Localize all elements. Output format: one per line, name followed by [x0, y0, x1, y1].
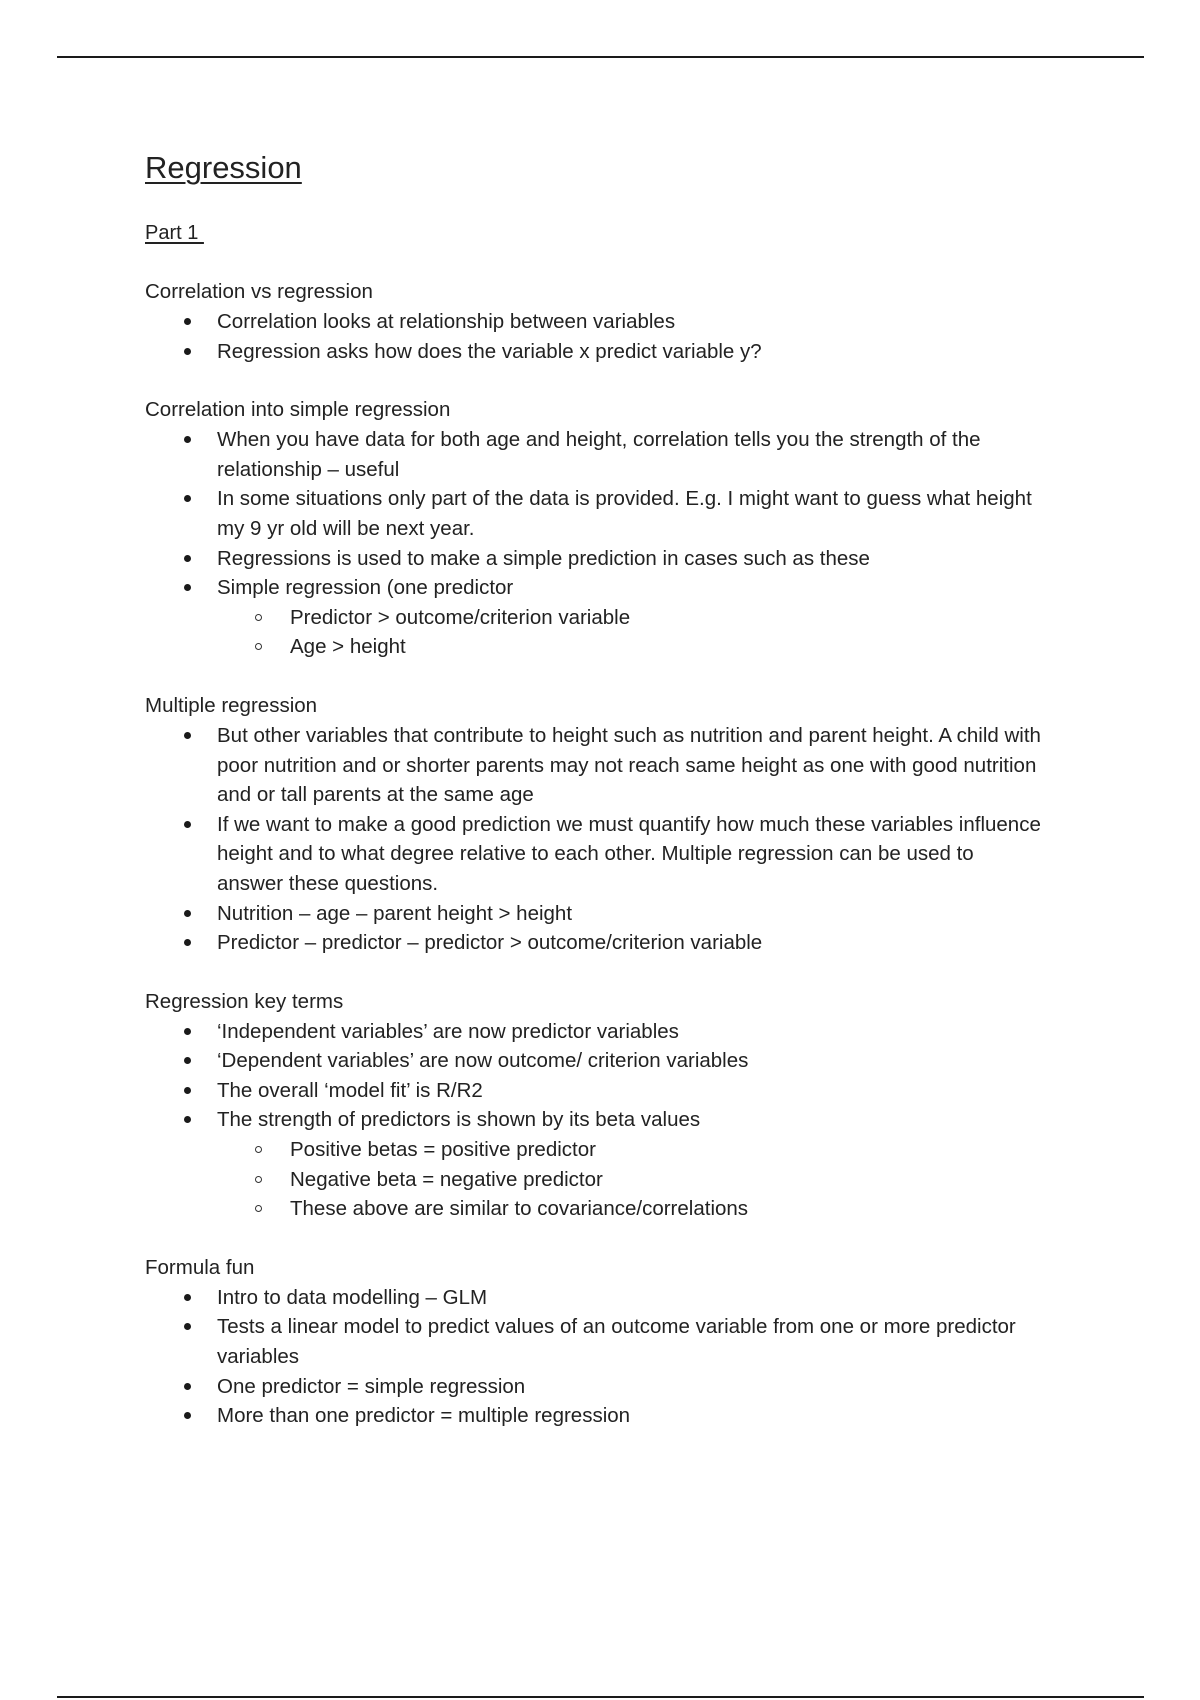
- list-item-text: Nutrition – age – parent height > height: [217, 901, 573, 925]
- list-item-text: ‘Dependent variables’ are now outcome/ criterion variables: [217, 1049, 749, 1073]
- circle-bullet-icon: [255, 614, 262, 621]
- bullet-icon: [184, 1383, 191, 1390]
- list-item-text: If we want to make a good prediction we must quantify how much these variables influence height and to what degree relative to each other. Multiple regression can be used to answer these questions.: [217, 812, 1041, 895]
- list-item: [145, 573, 1045, 603]
- sub-list-item: [145, 1165, 1045, 1195]
- circle-bullet-icon: [255, 643, 262, 650]
- bullet-icon: [184, 910, 191, 917]
- sub-list-item-text: These above are similar to covariance/correlations: [290, 1197, 749, 1221]
- section-heading: Correlation into simple regression: [145, 398, 451, 422]
- sub-bullet-list: [145, 1135, 1045, 1224]
- document-body: [145, 146, 1045, 1431]
- list-item-text: The strength of predictors is shown by its beta values: [217, 1108, 701, 1132]
- list-item: [145, 810, 1045, 899]
- bullet-icon: [184, 436, 191, 443]
- bullet-icon: [184, 584, 191, 591]
- section: [145, 277, 1045, 366]
- list-item-text: Simple regression (one predictor: [217, 576, 514, 600]
- section-heading: Correlation vs regression: [145, 280, 373, 303]
- sub-list-item: [145, 1194, 1045, 1224]
- list-item-text: Tests a linear model to predict values of an outcome variable from one or more predictor variables: [217, 1315, 1016, 1369]
- sub-list-item-text: Predictor > outcome/criterion variable: [290, 605, 631, 629]
- sub-list-item-text: Negative beta = negative predictor: [290, 1167, 603, 1191]
- list-item-text: Regressions is used to make a simple prediction in cases such as these: [217, 546, 870, 570]
- list-item-text: One predictor = simple regression: [217, 1374, 526, 1398]
- list-item: [145, 1372, 1045, 1402]
- sub-list-item: [145, 632, 1045, 662]
- footer-rule: [57, 1696, 1144, 1698]
- section: [145, 987, 1045, 1224]
- bullet-list: [145, 425, 1045, 662]
- sub-bullet-list: [145, 603, 1045, 662]
- bullet-list: [145, 307, 1045, 366]
- bullet-icon: [184, 318, 191, 325]
- section: [145, 1253, 1045, 1431]
- header-rule: [57, 56, 1144, 58]
- list-item: [145, 1105, 1045, 1135]
- list-item: [145, 899, 1045, 929]
- bullet-list: [145, 1017, 1045, 1224]
- bullet-icon: [184, 1294, 191, 1301]
- bullet-icon: [184, 939, 191, 946]
- list-item: [145, 1017, 1045, 1047]
- bullet-icon: [184, 1412, 191, 1419]
- list-item: [145, 484, 1045, 543]
- sub-list-item: [145, 603, 1045, 633]
- list-item-text: When you have data for both age and height, correlation tells you the strength of the relationship – useful: [217, 428, 981, 481]
- page-title: Regression: [145, 150, 302, 185]
- section-heading: Multiple regression: [145, 693, 318, 717]
- list-item: [145, 1283, 1045, 1313]
- circle-bullet-icon: [255, 1176, 262, 1183]
- section: [145, 691, 1045, 958]
- bullet-icon: [184, 1028, 191, 1035]
- bullet-icon: [184, 732, 191, 739]
- list-item: [145, 1046, 1045, 1076]
- bullet-icon: [184, 1057, 191, 1064]
- section-heading: Formula fun: [145, 1255, 255, 1279]
- list-item-text: ‘Independent variables’ are now predictor variables: [217, 1019, 679, 1043]
- section: [145, 395, 1045, 662]
- list-item: [145, 337, 1045, 367]
- list-item-text: Correlation looks at relationship between variables: [217, 310, 676, 333]
- list-item: [145, 1401, 1045, 1431]
- sections-container: [145, 277, 1045, 1431]
- bullet-list: [145, 1283, 1045, 1431]
- list-item-text: The overall ‘model fit’ is R/R2: [217, 1078, 483, 1102]
- bullet-list: [145, 721, 1045, 958]
- list-item-text: In some situations only part of the data is provided. E.g. I might want to guess what height my 9 yr old will be next year.: [217, 487, 1032, 540]
- bullet-icon: [184, 1116, 191, 1123]
- list-item: [145, 307, 1045, 337]
- bullet-icon: [184, 821, 191, 828]
- list-item-text: Regression asks how does the variable x predict variable y?: [217, 339, 762, 363]
- circle-bullet-icon: [255, 1205, 262, 1212]
- list-item: [145, 425, 1045, 484]
- bullet-icon: [184, 555, 191, 562]
- bullet-icon: [184, 348, 191, 355]
- section-heading: Regression key terms: [145, 989, 344, 1013]
- bullet-icon: [184, 1323, 191, 1330]
- list-item-text: But other variables that contribute to height such as nutrition and parent height. A child with poor nutrition and or shorter parents may not reach same height as one with good nutrition and or tall parents at the same age: [217, 723, 1041, 807]
- list-item-text: Intro to data modelling – GLM: [217, 1285, 488, 1309]
- list-item: [145, 1076, 1045, 1106]
- list-item: [145, 1312, 1045, 1371]
- list-item: [145, 544, 1045, 574]
- list-item-text: Predictor – predictor – predictor > outcome/criterion variable: [217, 931, 763, 955]
- bullet-icon: [184, 1087, 191, 1094]
- circle-bullet-icon: [255, 1146, 262, 1153]
- part-label: Part 1: [145, 222, 204, 244]
- sub-list-item-text: Positive betas = positive predictor: [290, 1138, 596, 1162]
- sub-list-item-text: Age > height: [290, 635, 406, 659]
- bullet-icon: [184, 495, 191, 502]
- list-item: [145, 928, 1045, 958]
- list-item: [145, 721, 1045, 810]
- list-item-text: More than one predictor = multiple regression: [217, 1404, 631, 1428]
- sub-list-item: [145, 1135, 1045, 1165]
